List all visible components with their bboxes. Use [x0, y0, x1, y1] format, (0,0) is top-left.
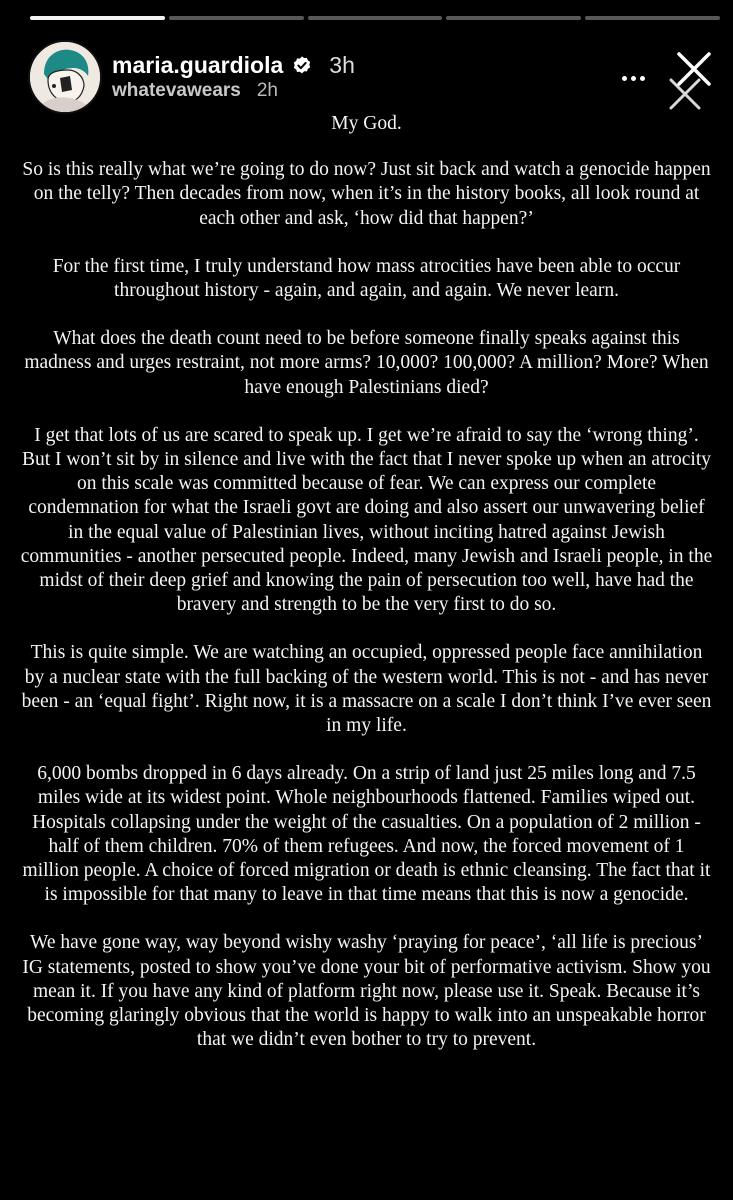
more-dots-icon	[640, 76, 645, 81]
close-icon-overlay	[663, 72, 707, 116]
progress-segment	[169, 16, 304, 20]
more-options-button[interactable]	[622, 76, 645, 81]
post-paragraph: This is quite simple. We are watching an occupied, oppressed people face annihilation by a nuclear state with the full backing of the western world. This is not - and has never been - an ‘equal fight’. Right now, it is a massacre on a scale I don’t think I’ve ever seen in my life.	[21, 642, 712, 737]
verified-badge-icon	[291, 55, 313, 77]
more-dots-icon	[622, 76, 627, 81]
reshared-time: 2h	[256, 80, 278, 101]
post-paragraph: I get that lots of us are scared to speak up. I get we’re afraid to say the ‘wrong thing’. But I won’t sit by in silence and live with the fact that I never spoke up when an atrocity on this scale was committed because of fear. We can express our complete condemnation for what the Israeli govt are doing and also assert our unwavering belief in the equal value of Palestinian lives, without inciting hatred against Jewish communities - another persecuted people. Indeed, many Jewish and Israeli people, in the midst of their deep grief and knowing the pain of persecution too well, have had the bravery and strength to be the very first to do so.	[20, 424, 713, 616]
close-icon	[663, 72, 707, 116]
story-progress-bar	[30, 16, 720, 20]
progress-segment	[30, 16, 165, 20]
avatar[interactable]	[28, 40, 102, 114]
post-paragraph: We have gone way, way beyond wishy washy ‘praying for peace’, ‘all life is precious’ IG statements, posted to show you’ve done your bit of performative activism. Show you mean it. If you have any kind of platform right now, please use it. Speak. Because it’s becoming glaringly obvious that the world is happy to walk into an unspeakable horror that we didn’t even bother to try to prevent.	[22, 932, 711, 1051]
post-time: 3h	[329, 52, 355, 78]
progress-segment	[446, 16, 581, 20]
post-paragraph: What does the death count need to be before someone finally speaks against this madness and urges restraint, not more arms? 10,000? 100,000? A million? More? When have enough Palestinians died?	[24, 328, 709, 398]
post-paragraph: My God.	[331, 113, 402, 134]
progress-segment	[308, 16, 443, 20]
reshare-row	[112, 80, 278, 102]
avatar-illustration-icon	[30, 42, 100, 112]
story-text-content	[20, 112, 713, 1077]
story-header	[28, 40, 723, 120]
post-paragraph: For the first time, I truly understand how mass atrocities have been able to occur throughout history - again, and again, and again. We never learn.	[52, 255, 681, 302]
post-paragraph: 6,000 bombs dropped in 6 days already. On a strip of land just 25 miles long and 7.5 miles wide at its widest point. Whole neighbourhoods flattened. Families wiped out. Hospitals collapsing under the weight of the casualties. On a population of 2 million - half of them children. 70% of them refugees. And now, the forced movement of 1 million people. A choice of forced migration or death is ethnic cleansing. The fact that it is impossible for that many to leave in that time means that this is now a genocide.	[22, 763, 711, 906]
progress-segment	[585, 16, 720, 20]
more-dots-icon	[631, 76, 636, 81]
post-paragraph: So is this really what we’re going to do now? Just sit back and watch a genocide happen on the telly? Then decades from now, when it’s in the history books, all look round at each other and ask, ‘how did that happen?’	[22, 159, 711, 229]
user-row	[112, 52, 355, 79]
reshared-username[interactable]: whatevawears	[112, 80, 241, 101]
username[interactable]: maria.guardiola	[112, 52, 284, 78]
